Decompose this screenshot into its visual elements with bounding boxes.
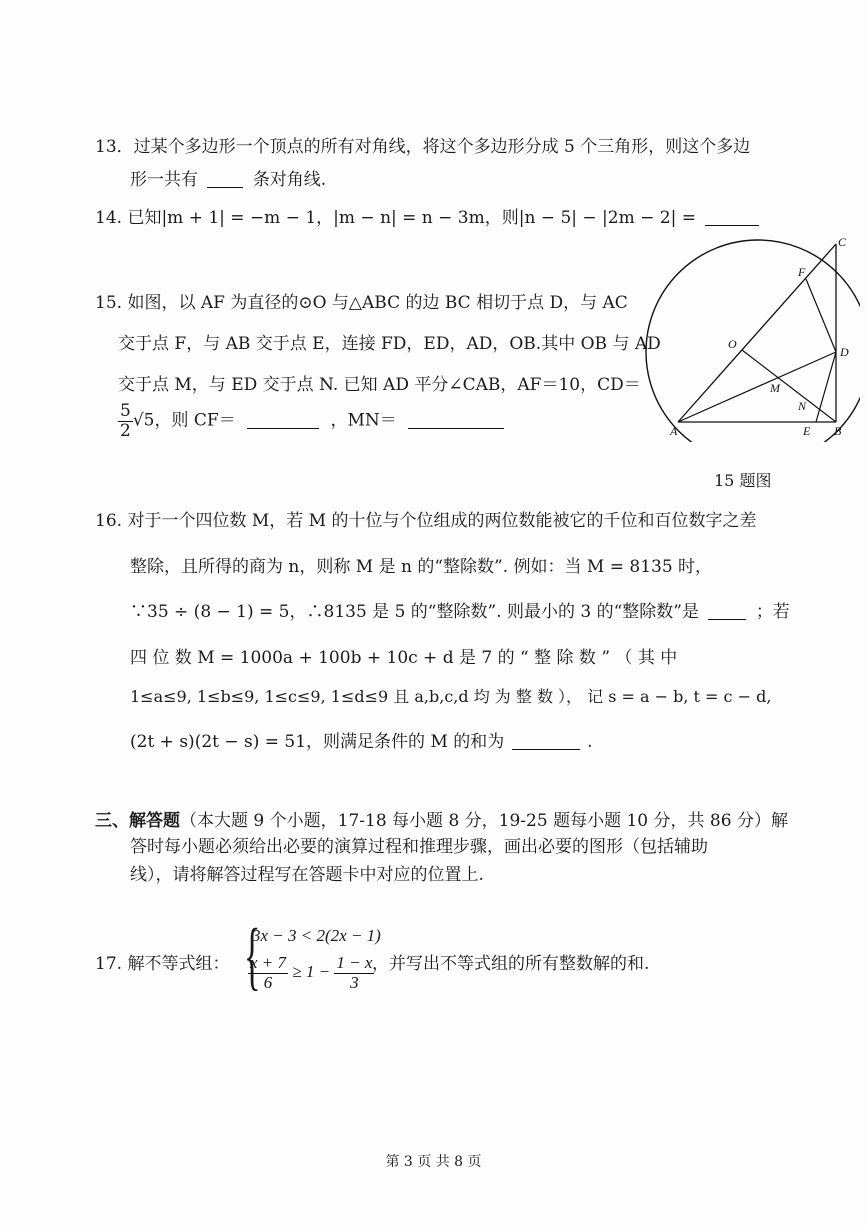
label-c: C — [838, 235, 847, 249]
q15-line3: 交于点 M，与 ED 交于点 N. 已知 AD 平分∠CAB，AF＝10，CD＝ — [118, 375, 641, 395]
label-o: O — [728, 337, 737, 351]
q17-frac-2 — [334, 954, 374, 992]
section3-line3: 线），请将解答过程写在答题卡中对应的位置上. — [130, 865, 484, 885]
q16-text-b: ；若 — [755, 602, 790, 622]
q17-mid: ≥ 1 − — [292, 962, 331, 982]
q17-frac1-den: 6 — [263, 972, 273, 992]
q16-blank-1 — [708, 619, 746, 620]
q15-line1: 15. 如图，以 AF 为直径的⊙O 与△ABC 的边 BC 相切于点 D，与 AC — [95, 293, 628, 313]
q15-cf-blank — [247, 428, 319, 429]
q16-line4: 四 位 数 M = 1000a + 100b + 10c + d 是 7 的 “ 整 除 数 ” （ 其 中 — [130, 648, 678, 668]
circle-o — [646, 240, 860, 442]
q15-line4 — [118, 402, 504, 440]
q16-text-a: ∵35 ÷ (8 − 1) = 5，∴8135 是 5 的“整除数”. 则最小的 3 的“整除数”是 — [130, 602, 699, 622]
q15-fraction — [118, 402, 133, 440]
label-a: A — [670, 424, 678, 438]
q14-answer-blank — [705, 225, 759, 226]
q13-text-b: 条对角线. — [252, 170, 327, 190]
q15-figure — [640, 232, 860, 442]
section3-line2: 答时每小题必须给出必要的演算过程和推理步骤，画出必要的图形（包括辅助 — [130, 837, 708, 857]
q16-blank-2 — [512, 749, 580, 750]
label-f: F — [798, 265, 806, 279]
q17-frac2-num: 1 − x — [336, 953, 373, 972]
segment-ac — [678, 244, 836, 422]
q15-frac-num: 5 — [120, 401, 131, 421]
q15-frac-den: 2 — [120, 420, 131, 441]
q13-text-a: 形一共有 — [130, 170, 198, 190]
q13-line1: 13．过某个多边形一个顶点的所有对角线，将这个多边形分成 5 个三角形，则这个多边 — [95, 137, 751, 157]
q15-line2: 交于点 F，与 AB 交于点 E，连接 FD，ED，AD，OB.其中 OB 与 AD — [118, 334, 661, 354]
q13-answer-blank — [207, 187, 243, 188]
q15-caption: 15 题图 — [714, 471, 772, 490]
segment-ob — [742, 350, 836, 422]
q17-frac2-den: 3 — [350, 972, 359, 992]
q16-line3 — [130, 597, 790, 622]
label-n: N — [798, 399, 807, 413]
q14-text: 14. 已知|m + 1| = −m − 1，|m − n| = n − 3m，则|n − 5| − |2m − 2| = — [95, 208, 696, 228]
q17-inequality-2 — [248, 954, 374, 992]
section3-heading: 三、解答题 — [95, 811, 180, 831]
q17-prefix: 17. 解不等式组： — [95, 954, 230, 974]
q16-line1: 16. 对于一个四位数 M，若 M 的十位与个位组成的两位数能被它的千位和百位数字之差 — [95, 511, 757, 531]
q16-line5: 1≤a≤9, 1≤b≤9, 1≤c≤9, 1≤d≤9 且 a,b,c,d 均 为 整 数 ）， 记 s = a − b, t = c − d, — [130, 687, 772, 706]
q17-suffix: ，并写出不等式组的所有整数解的和. — [372, 954, 650, 974]
q17-frac1-num: x + 7 — [250, 953, 287, 972]
q17-brace: { — [244, 914, 261, 998]
q16-line2: 整除，且所得的商为 n，则称 M 是 n 的“整除数”. 例如：当 M = 8135 时， — [130, 557, 713, 577]
q15-text-cf: ，则 CF＝ — [154, 410, 236, 431]
q16-line6 — [130, 727, 593, 752]
q13-line2 — [130, 165, 326, 190]
label-d: D — [840, 345, 849, 359]
label-m: M — [770, 381, 780, 395]
q15-mn-blank — [408, 428, 504, 429]
label-e: E — [803, 424, 811, 438]
segment-ad — [678, 352, 836, 422]
q17-frac-1 — [248, 954, 288, 992]
q15-sqrt: √5 — [132, 410, 155, 431]
segment-ed — [816, 352, 836, 422]
label-b: B — [834, 424, 842, 438]
page-footer: 第 3 页 共 8 页 — [385, 1154, 482, 1170]
q17-inequality-1: 3x − 3 < 2(2x − 1) — [252, 926, 381, 945]
q15-text-mn: ，MN＝ — [330, 410, 397, 431]
segment-fd — [806, 279, 836, 352]
q16-text-d: . — [587, 732, 593, 752]
q16-text-c: (2t + s)(2t − s) = 51，则满足条件的 M 的和为 — [130, 732, 505, 752]
q14-line — [95, 203, 759, 228]
section3-line1 — [95, 806, 788, 831]
section3-intro: （本大题 9 个小题，17-18 每小题 8 分，19-25 题每小题 10 分，共 86 分）解 — [180, 811, 788, 831]
